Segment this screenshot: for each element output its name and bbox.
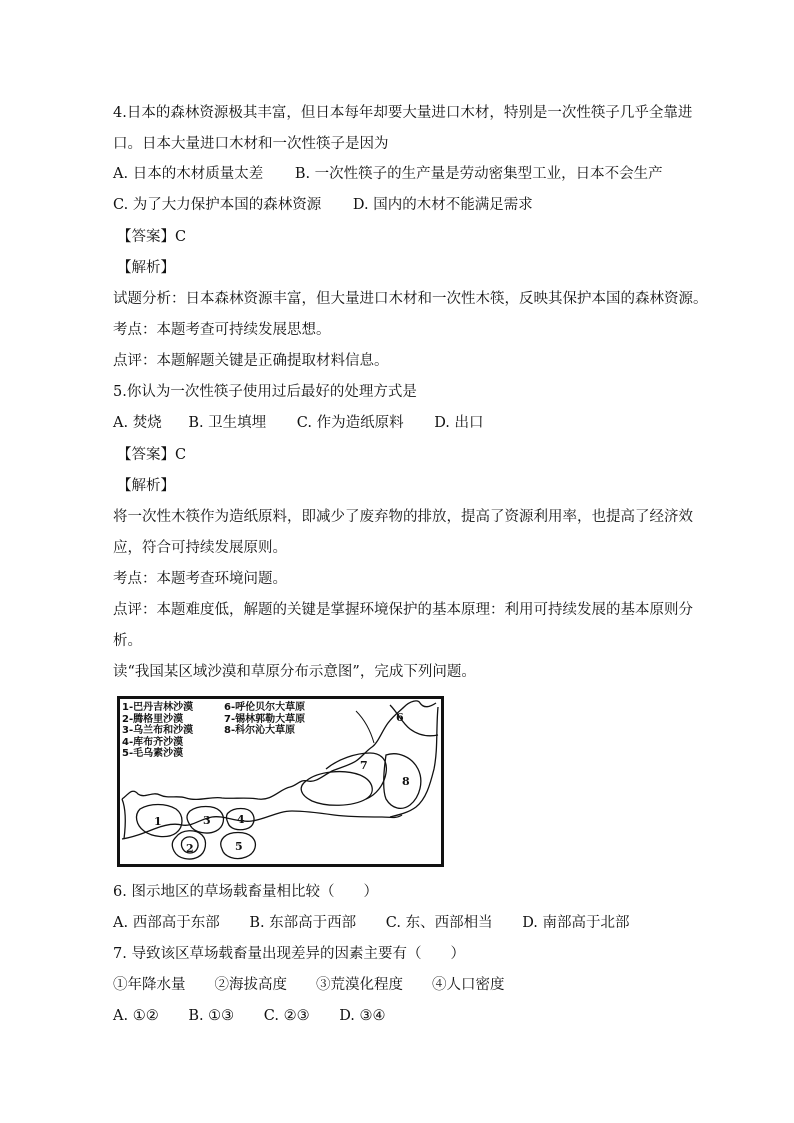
q4-option-c: C. 为了大力保护本国的森林资源 [113,197,322,213]
q7-option-d: D. ③④ [339,1008,386,1024]
q5-comment-line1: 点评：本题难度低，解题的关键是掌握环境保护的基本原理：利用可持续发展的基本原则分 [113,602,693,618]
q6-options [113,913,630,933]
map-intro: 读“我国某区域沙漠和草原分布示意图”，完成下列问题。 [113,664,476,680]
river-line [356,711,374,743]
region-label-3: 3 [203,814,211,827]
region-label-6: 6 [396,711,404,724]
q4-analysis: 试题分析：日本森林资源丰富，但大量进口木材和一次性木筷，反映其保护本国的森林资源。 [113,291,708,307]
q5-point: 考点：本题考查环境问题。 [113,571,287,587]
legend-item-6: 6-呼伦贝尔大草原 [224,702,306,713]
legend-item-5: 5-毛乌素沙漠 [122,748,184,759]
q4-answer: 【答案】C [117,229,187,245]
q6-option-a: A. 西部高于东部 [113,915,220,931]
q5-option-c: C. 作为造纸原料 [296,415,404,431]
western-coast-line [122,799,125,839]
legend-item-3: 3-乌兰布和沙漠 [122,725,194,736]
legend-item-4: 4-库布齐沙漠 [122,736,184,748]
map-legend-right [224,702,305,737]
q5-analysis-line1: 将一次性木筷作为造纸原料，即减少了废弃物的排放，提高了资源利用率，也提高了经济效 [113,509,693,525]
region-label-2: 2 [186,842,194,855]
q5-answer: 【答案】C [117,447,187,463]
q7-options [113,1006,386,1026]
region-label-4: 4 [237,813,245,826]
q4-options-row2 [113,195,533,215]
region-label-5: 5 [235,840,243,853]
q5-comment-line2: 析。 [113,633,142,649]
q6-option-d: D. 南部高于北部 [522,915,630,931]
q4-comment: 点评：本题解题关键是正确提取材料信息。 [113,353,389,369]
map-legend-left [122,702,193,760]
q5-stem: 5.你认为一次性筷子使用过后最好的处理方式是 [113,384,417,400]
legend-item-8: 8-科尔沁大草原 [224,725,296,736]
q4-options-row1 [113,164,663,184]
q4-analysis-title: 【解析】 [117,260,175,276]
q4-option-b: B. 一次性筷子的生产量是劳动密集型工业，日本不会生产 [294,166,663,182]
q5-option-b: B. 卫生填埋 [188,415,267,431]
region-label-8: 8 [402,775,410,788]
legend-item-1: 1-巴丹吉林沙漠 [122,702,194,713]
q7-option-a: A. ①② [113,1008,159,1024]
q5-option-a: A. 焚烧 [113,415,162,431]
q5-analysis-title: 【解析】 [117,478,175,494]
desert-grassland-map [117,696,444,867]
q7-option-b: B. ①③ [188,1008,235,1024]
central-basin-outline [301,772,372,806]
region-label-1: 1 [154,815,162,828]
south-boundary-line [122,811,402,839]
q5-option-d: D. 出口 [434,415,484,431]
q4-stem-line2: 口。日本大量进口木材和一次性筷子是因为 [113,136,389,152]
q5-analysis-line2: 应，符合可持续发展原则。 [113,540,287,556]
q7-stem: 7. 导致该区草场载畜量出现差异的因素主要有（ ） [113,946,465,962]
q6-stem: 6. 图示地区的草场载畜量相比较（ ） [113,884,378,900]
q7-option-c: C. ②③ [263,1008,310,1024]
legend-item-2: 2-腾格里沙漠 [122,713,184,725]
q6-option-c: C. 东、西部相当 [385,915,493,931]
q4-stem-line1: 4.日本的森林资源极其丰富，但日本每年却要大量进口木材，特别是一次性筷子几乎全靠进 [113,105,693,121]
q7-factors: ①年降水量 ②海拔高度 ③荒漠化程度 ④人口密度 [113,977,505,993]
region-label-7: 7 [360,759,368,772]
q4-option-a: A. 日本的木材质量太差 [113,166,264,182]
region-7-outline [326,753,386,799]
q4-point: 考点：本题考查可持续发展思想。 [113,322,331,338]
legend-item-7: 7-锡林郭勒大草原 [224,713,306,725]
q4-option-d: D. 国内的木材不能满足需求 [352,197,533,213]
q6-option-b: B. 东部高于西部 [249,915,357,931]
q5-options [113,413,484,433]
